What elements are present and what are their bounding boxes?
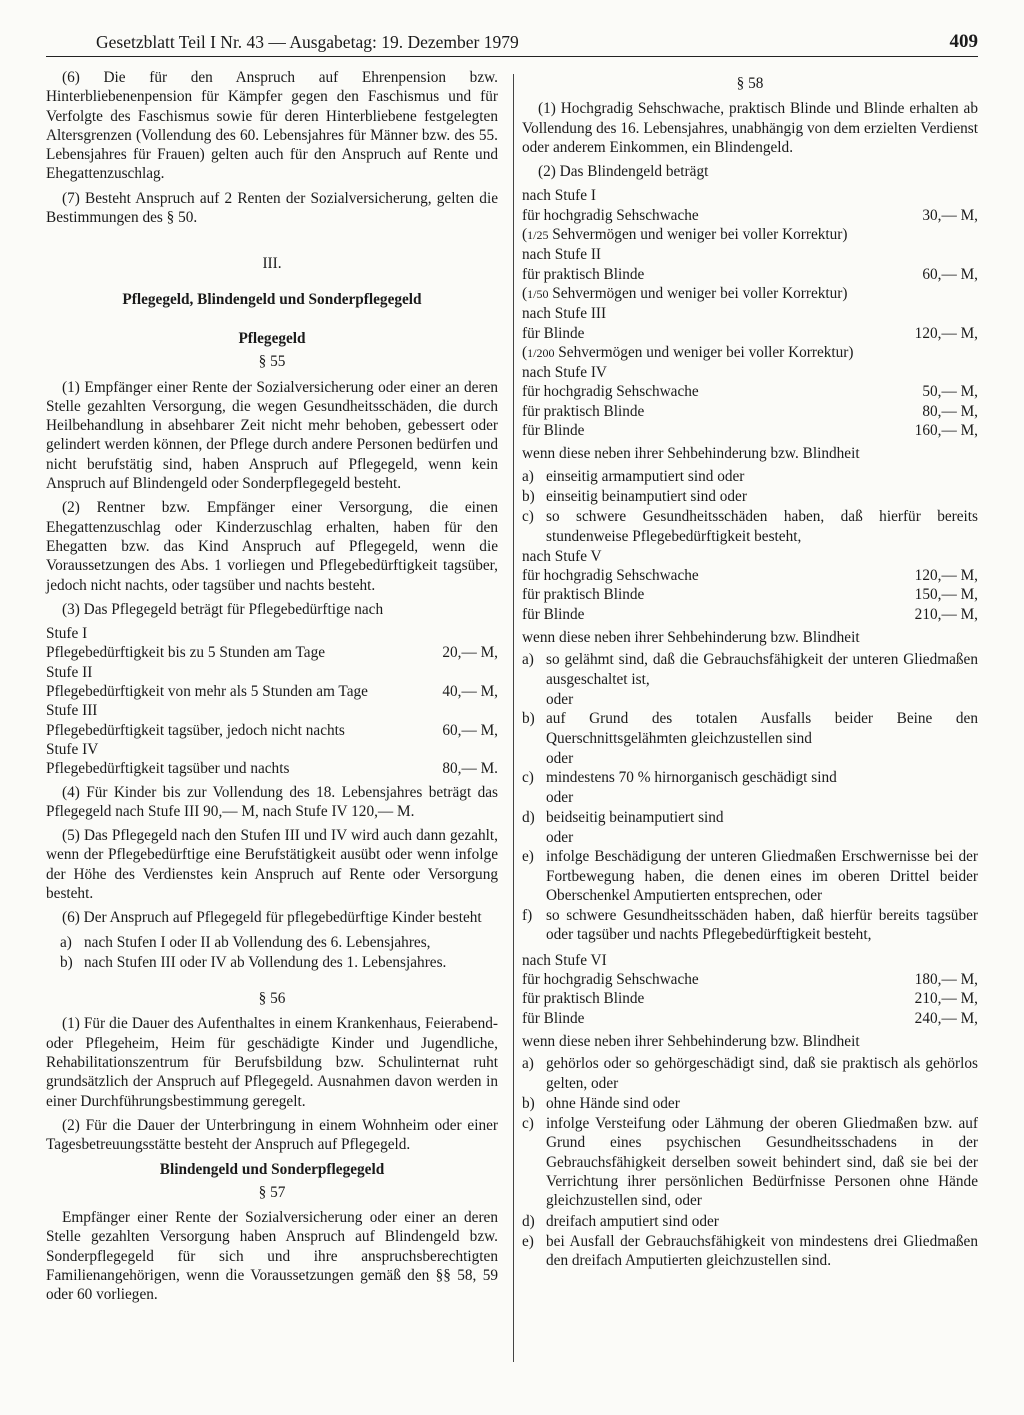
s55-paragraph-6: (6) Der Anspruch auf Pflegegeld für pflegebedürftige Kinder besteht: [62, 909, 482, 927]
s55-paragraph-2: (2) Rentner bzw. Empfänger einer Versorgung, die einen Ehegattenzuschlag oder Kinderzuschlag erhalten, haben für den Ehegatten bzw. das Kind Anspruch auf Pflegegeld, wenn die Voraussetzungen des Abs. 1 vorliegen und Pflegebedürftigkeit tagsüber, jedoch nicht nachts, oder tagsüber und nachts besteht.: [46, 499, 498, 594]
stufe-heading: nach Stufe II: [522, 246, 602, 264]
list-marker: b): [522, 1094, 535, 1112]
stufe-label: Stufe I: [46, 625, 88, 643]
list-marker: b): [522, 487, 535, 505]
paragraph-6: (6) Die für den Anspruch auf Ehrenpension bzw. Hinterbliebenenpension für Kämpfer gegen den Faschismus und für Verfolgte des Faschismus sowie für deren Hinterbliebene festgelegten Altersgrenzen (Vollendung des 60. Lebensjahres für Männer bzw. des 55. Lebensjahres für Frauen) gelten auch für den Anspruch auf Rente und Ehegattenzuschlag.: [46, 69, 498, 183]
list-item: [522, 1212, 978, 1231]
row-label: für hochgradig Sehschwache: [522, 383, 699, 401]
column-divider: [513, 74, 514, 1362]
row-amount: 80,— M,: [922, 402, 978, 420]
condition-text: wenn diese neben ihrer Sehbehinderung bzw. Blindheit: [522, 629, 860, 647]
list-text: einseitig armamputiert sind oder: [546, 467, 745, 485]
s56-paragraph-1: (1) Für die Dauer des Aufenthaltes in einem Krankenhaus, Feierabend- oder Pflegeheim, Heim für geschädigte Kinder und Jugendliche, Rehabilitationszentrum für Berufsbildung bzw. Schulinternat ruht grundsätzlich der Anspruch auf Pflegegeld. Ausnahmen davon werden in einer Durchführungsbestimmung geregelt.: [46, 1015, 498, 1110]
amount-row: [522, 421, 978, 440]
list-item: [522, 1232, 978, 1271]
row-label: für praktisch Blinde: [522, 265, 645, 283]
stufe-label: Stufe II: [46, 663, 93, 681]
list-text: ohne Hände sind oder: [546, 1094, 680, 1112]
row-label: für hochgradig Sehschwache: [522, 206, 699, 224]
s58-paragraph-2: (2) Das Blindengeld beträgt: [538, 163, 709, 181]
list-text: beidseitig beinamputiert sind: [546, 808, 724, 826]
note-fraction: 1/25: [527, 228, 549, 243]
left-column: [46, 68, 498, 1310]
stufe-amount: 80,— M.: [442, 760, 498, 778]
oder-text: oder: [546, 749, 574, 767]
part-number: III.: [262, 255, 282, 273]
paragraph-7: (7) Besteht Anspruch auf 2 Renten der Sozialversicherung, gelten die Bestimmungen des § 50.: [46, 189, 498, 227]
stufe-label: Stufe III: [46, 702, 98, 720]
amount-row: [522, 585, 978, 604]
list-marker: e): [522, 1232, 534, 1250]
list-text: bei Ausfall der Gebrauchsfähigkeit von mindestens drei Gliedmaßen den dreifach Amputierten gleichzustellen sind.: [546, 1232, 978, 1270]
section-58: § 58: [736, 75, 764, 92]
amount-row: [522, 1009, 978, 1028]
list-item: [522, 808, 978, 827]
amount-row: [522, 382, 978, 401]
list-text: einseitig beinamputiert sind oder: [546, 487, 747, 505]
oder-text: oder: [546, 828, 574, 846]
list-item: [46, 933, 498, 952]
list-marker: f): [522, 907, 533, 925]
row-label: für hochgradig Sehschwache: [522, 971, 699, 989]
list-text: nach Stufen III oder IV ab Vollendung des 1. Lebensjahres.: [84, 953, 447, 971]
note-paren: (: [522, 343, 528, 361]
subheading-blindengeld: Blindengeld und Sonderpflegegeld: [159, 1160, 385, 1178]
row-label: für praktisch Blinde: [522, 402, 645, 420]
s55-paragraph-4: (4) Für Kinder bis zur Vollendung des 18. Lebensjahres beträgt das Pflegegeld nach Stufe III 90,— M, nach Stufe IV 120,— M.: [46, 783, 498, 820]
row-label: für Blinde: [522, 324, 585, 342]
row-label: für hochgradig Sehschwache: [522, 567, 699, 585]
stufe-heading: nach Stufe V: [522, 547, 602, 565]
list-text: nach Stufen I oder II ab Vollendung des 6. Lebensjahres,: [84, 933, 431, 951]
header-title: Gesetzblatt Teil I Nr. 43 — Ausgabetag: 19. Dezember 1979: [96, 32, 519, 52]
row-amount: 30,— M,: [922, 206, 978, 224]
amount-row: [522, 605, 978, 624]
list-marker: e): [522, 848, 534, 866]
list-marker: b): [60, 953, 73, 971]
stufe-heading: nach Stufe III: [522, 305, 607, 323]
stufe-heading: nach Stufe IV: [522, 364, 607, 382]
stufe-text: Pflegebedürftigkeit tagsüber, jedoch nicht nachts: [46, 721, 345, 739]
s58-paragraph-1: (1) Hochgradig Sehschwache, praktisch Blinde und Blinde erhalten ab Vollendung des 16. Lebensjahres, unabhängig von dem erzielten Verdienst oder anderem Einkommen, ein Blindengeld.: [522, 100, 978, 156]
amount-row: [522, 566, 978, 585]
list-marker: b): [522, 710, 535, 728]
list-item: [522, 1054, 978, 1093]
list-item: [522, 467, 978, 486]
list-marker: c): [522, 508, 534, 526]
list-marker: d): [522, 1212, 535, 1230]
stufe-row: [46, 682, 498, 701]
stufe-text: Pflegebedürftigkeit tagsüber und nachts: [46, 760, 290, 778]
note: [522, 225, 978, 245]
note-text: Sehvermögen und weniger bei voller Korrektur): [548, 226, 848, 244]
row-amount: 150,— M,: [914, 586, 978, 604]
list-marker: c): [522, 769, 534, 787]
row-amount: 210,— M,: [914, 605, 978, 623]
list-text: infolge Beschädigung der unteren Gliedmaßen Erschwernisse bei der Fortbewegung haben, die denen eines im oberen Drittel beider Oberschenkel Amputierten entsprechen, oder: [546, 848, 978, 904]
list-item: [522, 768, 978, 787]
list-item: [522, 650, 978, 689]
note-text: Sehvermögen und weniger bei voller Korrektur): [548, 284, 848, 302]
stufe-row: [46, 643, 498, 662]
list-item: [522, 1094, 978, 1113]
row-amount: 50,— M,: [922, 383, 978, 401]
stufe-amount: 60,— M,: [442, 721, 498, 739]
s55-paragraph-3: (3) Das Pflegegeld beträgt für Pflegebedürftige nach: [62, 600, 384, 618]
stufe-table: [46, 624, 498, 778]
list-text: infolge Versteifung oder Lähmung der oberen Gliedmaßen bzw. auf Grund eines psychischen Gesundheitsschadens in der Gebrauchsfähigkeit derselben soweit behindert sind, daß sie bei der Verrichtung ihrer persönlichen Bedürfnisse Personen ohne Hände gleichzustellen sind, oder: [546, 1115, 978, 1210]
amount-row: [522, 265, 978, 284]
list-item: [522, 847, 978, 905]
note-fraction: 1/50: [527, 286, 549, 301]
part-title: Pflegegeld, Blindengeld und Sonderpflegegeld: [122, 290, 422, 308]
stufe-text: Pflegebedürftigkeit bis zu 5 Stunden am Tage: [46, 644, 326, 662]
oder-text: oder: [546, 789, 574, 807]
note-paren: (: [522, 226, 528, 244]
s56-paragraph-2: (2) Für die Dauer der Unterbringung in einem Wohnheim oder einer Tagesbetreuungsstätte besteht der Anspruch auf Pflegegeld.: [46, 1116, 498, 1154]
row-label: für Blinde: [522, 422, 585, 440]
list-text: so schwere Gesundheitsschäden haben, daß hierfür bereits tagsüber oder tagsüber und nachts Pflegebedürftigkeit besteht,: [546, 907, 978, 944]
s57-paragraph: Empfänger einer Rente der Sozialversicherung oder einer an deren Stelle gezahlten Versorgung haben Anspruch auf Blindengeld bzw. Sonderpflegegeld für sich und ihre anspruchsberechtigten Familienangehörigen, wenn die Voraussetzungen gemäß den §§ 58, 59 oder 60 vorliegen.: [46, 1209, 498, 1304]
row-label: für praktisch Blinde: [522, 586, 645, 604]
stufe-label: Stufe IV: [46, 740, 99, 758]
row-amount: 180,— M,: [914, 971, 978, 989]
section-55: § 55: [258, 353, 286, 371]
list-text: auf Grund des totalen Ausfalls beider Beine den Querschnittsgelähmten gleichzustellen sind: [546, 710, 978, 747]
page-header: [46, 30, 978, 57]
section-56: § 56: [258, 990, 286, 1008]
oder-text: oder: [546, 690, 574, 708]
row-label: für Blinde: [522, 1009, 585, 1027]
right-column: [522, 68, 978, 1272]
page-number: 409: [949, 31, 978, 52]
list-text: so gelähmt sind, daß die Gebrauchsfähigkeit der unteren Gliedmaßen ausgeschaltet ist,: [546, 651, 978, 688]
note-text: Sehvermögen und weniger bei voller Korrektur): [554, 343, 854, 361]
row-amount: 60,— M,: [922, 265, 978, 283]
amount-row: [522, 989, 978, 1008]
stufe-amount: 20,— M,: [442, 644, 498, 662]
list-item: [522, 507, 978, 546]
stufe-row: [46, 721, 498, 740]
list-text: so schwere Gesundheitsschäden haben, daß hierfür bereits stundenweise Pflegebedürftigkeit besteht,: [546, 508, 978, 545]
s55-paragraph-1: (1) Empfänger einer Rente der Sozialversicherung oder einer an deren Stelle gezahlten Versorgung, die wegen Gesundheitsschäden, die durch Heilbehandlung in absehbarer Zeit nicht mehr behoben, gebessert oder gelindert werden können, der Pflege durch andere Personen bedürfen und nicht berufstätig sind, haben Anspruch auf Pflegegeld, wenn kein Anspruch auf Blindengeld oder Sonderpflegegeld besteht.: [46, 378, 498, 493]
stufe-heading: nach Stufe VI: [522, 951, 607, 969]
note: [522, 284, 978, 304]
list-item: [522, 709, 978, 748]
condition-text: wenn diese neben ihrer Sehbehinderung bzw. Blindheit: [522, 445, 860, 463]
list-marker: a): [60, 933, 72, 951]
list-marker: a): [522, 651, 534, 669]
list-marker: a): [522, 467, 534, 485]
s55-paragraph-5: (5) Das Pflegegeld nach den Stufen III und IV wird auch dann gezahlt, wenn der Pflegebedürftige eine Berufstätigkeit ausübt oder wenn infolge der Höhe des Verdienstes kein Anspruch auf Rente oder Versorgung besteht.: [46, 827, 498, 902]
amount-row: [522, 206, 978, 225]
list-marker: d): [522, 808, 535, 826]
row-amount: 160,— M,: [914, 422, 978, 440]
row-label: für praktisch Blinde: [522, 990, 645, 1008]
list-marker: a): [522, 1055, 534, 1073]
row-amount: 210,— M,: [914, 990, 978, 1008]
stufe-amount: 40,— M,: [442, 683, 498, 701]
section-57: § 57: [258, 1183, 286, 1201]
row-amount: 120,— M,: [914, 567, 978, 585]
stufe-heading: nach Stufe I: [522, 187, 596, 205]
stufe-text: Pflegebedürftigkeit von mehr als 5 Stunden am Tage: [46, 683, 368, 701]
condition-text: wenn diese neben ihrer Sehbehinderung bzw. Blindheit: [522, 1032, 860, 1050]
amount-row: [522, 970, 978, 989]
list-item: [522, 906, 978, 945]
list-item: [522, 1114, 978, 1210]
subheading-pflegegeld: Pflegegeld: [238, 329, 306, 347]
list-text: mindestens 70 % hirnorganisch geschädigt sind: [546, 769, 837, 787]
note: [522, 343, 978, 363]
row-amount: 240,— M,: [914, 1009, 978, 1027]
list-item: [522, 487, 978, 506]
list-text: dreifach amputiert sind oder: [546, 1212, 719, 1230]
list-text: gehörlos oder so gehörgeschädigt sind, daß sie praktisch als gehörlos gelten, oder: [546, 1055, 978, 1092]
amount-row: [522, 402, 978, 421]
note-paren: (: [522, 284, 528, 302]
note-fraction: 1/200: [527, 345, 555, 360]
row-label: für Blinde: [522, 605, 585, 623]
list-item: [46, 953, 498, 972]
stufe-row: [46, 759, 498, 778]
amount-row: [522, 324, 978, 343]
list-marker: c): [522, 1115, 534, 1133]
row-amount: 120,— M,: [914, 324, 978, 342]
